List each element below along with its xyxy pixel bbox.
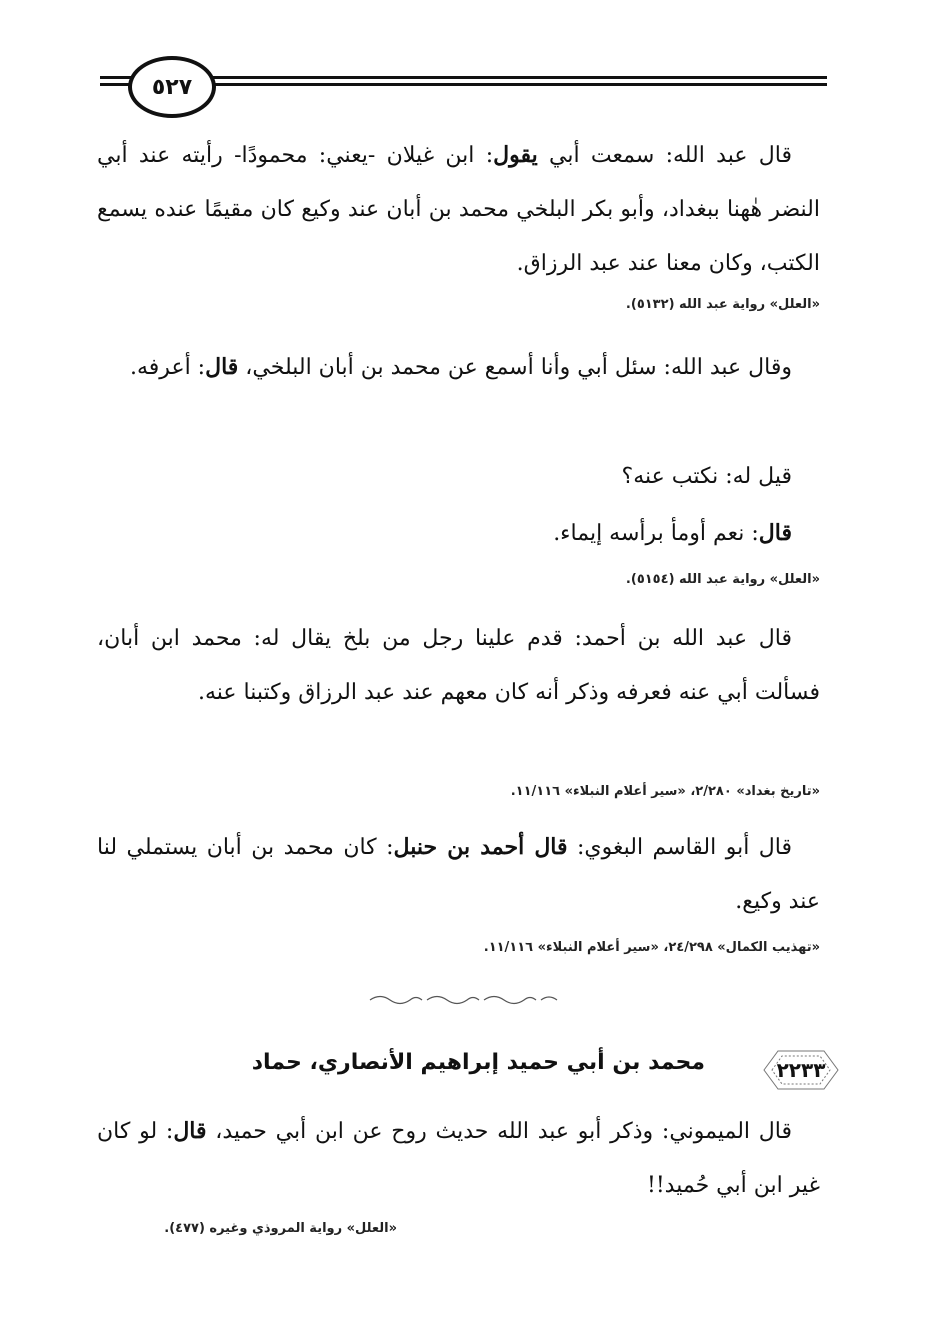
paragraph-7: [97, 1104, 820, 1213]
paragraph-7-text-a: قال الميموني: وذكر أبو عبد الله حديث روح عن ابن أبي حميد،: [206, 1119, 792, 1144]
paragraph-1-text-a: قال عبد الله: سمعت أبي: [537, 143, 793, 168]
paragraph-2-bold: قال: [205, 354, 239, 380]
paragraph-1-text-b: : ابن غيلان -يعني: محمودًا- رأيته عند أبي النضر هٰهنا ببغداد، وأبو بكر البلخي محمد بن أبان عند وكيع كان مقيمًا عنده يسمع الكتب، وكان معنا عند عبد الرزاق.: [97, 143, 820, 276]
entry-number: ٢٢٣٣: [776, 1058, 826, 1082]
paragraph-7-bold: قال: [173, 1118, 207, 1144]
page-number: ٥٢٧: [128, 56, 216, 118]
paragraph-5-text: قال عبد الله بن أحمد: قدم علينا رجل من بلخ يقال له: محمد ابن أبان، فسألت أبي عنه فعرفه وذكر أنه كان معهم عند عبد الرزاق وكتبنا عنه.: [97, 626, 820, 705]
paragraph-2: [97, 340, 820, 395]
paragraph-2-text-b: : أعرفه.: [130, 355, 206, 380]
paragraph-3: قيل له: نكتب عنه؟: [621, 464, 792, 489]
paragraph-2-text-a: وقال عبد الله: سئل أبي وأنا أسمع عن محمد بن أبان البلخي،: [238, 355, 792, 380]
entry-title: محمد بن أبي حميد إبراهيم الأنصاري، حماد: [251, 1050, 705, 1075]
paragraph-6-bold: قال أحمد بن حنبل: [393, 834, 568, 860]
paragraph-4-text-b: : نعم أومأ برأسه إيماء.: [553, 521, 759, 546]
paragraph-6-text-a: قال أبو القاسم البغوي:: [567, 835, 792, 860]
ornament-icon: [365, 994, 565, 1006]
source-citation-4: «تهذيب الكمال» ٢٤/٢٩٨، «سير أعلام النبلاء» ١١/١١٦.: [483, 940, 820, 955]
paragraph-6-text-b: : كان محمد بن أبان يستملي لنا عند وكيع.: [97, 835, 820, 914]
paragraph-4-bold: قال: [758, 520, 792, 546]
source-citation-5: «العلل» رواية المروذي وغيره (٤٧٧).: [164, 1221, 397, 1236]
paragraph-4: [553, 506, 792, 561]
paragraph-6: [97, 820, 820, 929]
source-citation-3: «تاريخ بغداد» ٢/٢٨٠، «سير أعلام النبلاء» ١١/١١٦.: [510, 784, 820, 799]
paragraph-1: [97, 128, 820, 291]
ornament-divider: [365, 994, 565, 1006]
paragraph-5: [97, 612, 820, 720]
paragraph-1-bold: يقول: [493, 142, 538, 168]
source-citation-1: «العلل» رواية عبد الله (٥١٣٢).: [625, 297, 820, 312]
paragraph-7-text-b: : لو كان غير ابن أبي حُميد!!: [97, 1119, 820, 1198]
source-citation-2: «العلل» رواية عبد الله (٥١٥٤).: [625, 572, 820, 587]
entry-number-badge: [758, 1047, 844, 1093]
